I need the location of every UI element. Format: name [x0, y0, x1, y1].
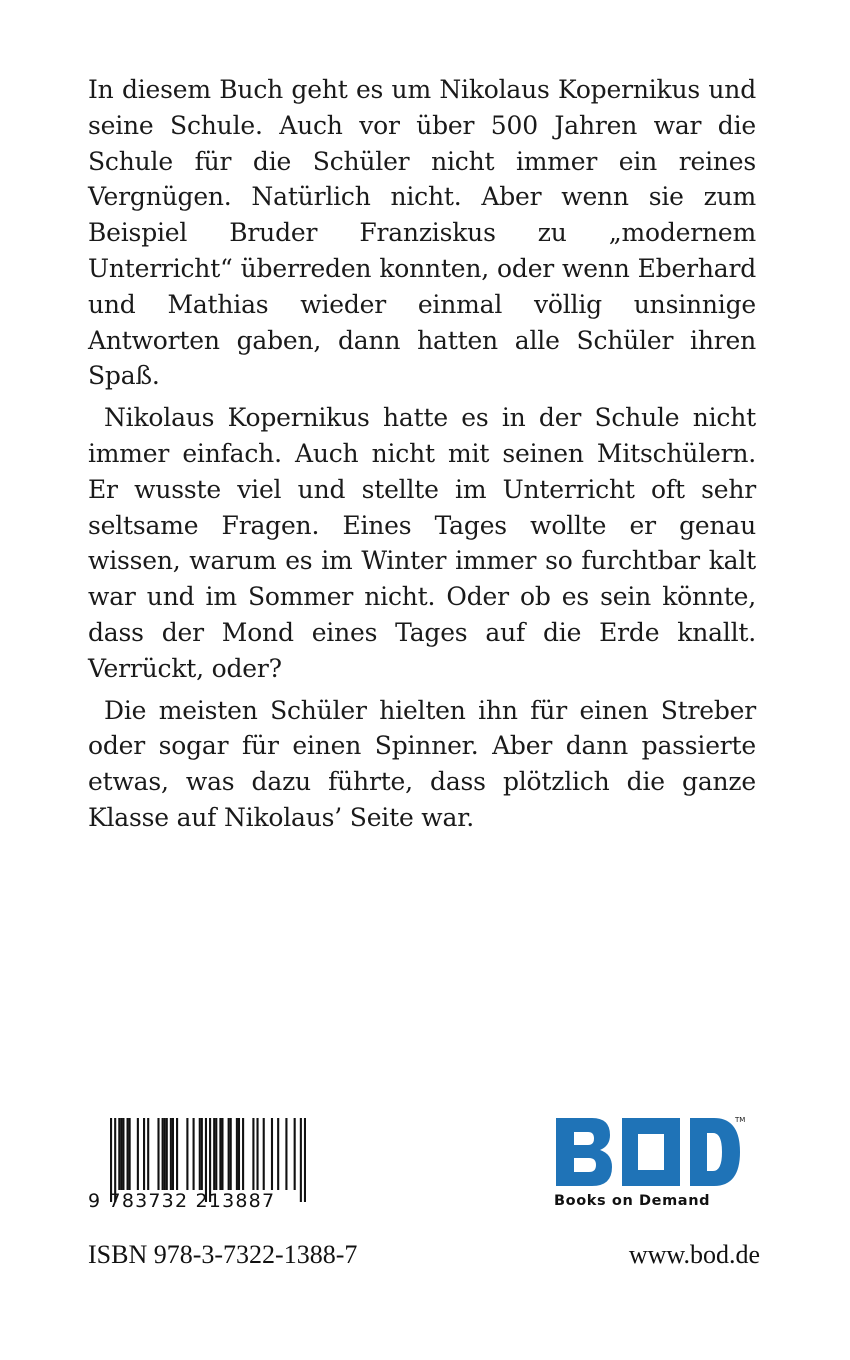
barcode-bar — [193, 1118, 195, 1190]
blurb-paragraph-1: In diesem Buch geht es um Nikolaus Kopernikus und seine Schule. Auch vor über 500 Jahren war die Schule für die Schüler nicht immer ein reines Vergnügen. Natürlich nicht. Aber wenn sie zum Beispiel Bruder Franziskus zu „modernem Unterricht“ überreden konnten, oder wenn Eberhard und Mathias wieder einmal völlig unsinnige Antworten gaben, dann hatten alle Schüler ihren Spaß. — [88, 75, 756, 391]
trademark-mark: TM — [735, 1116, 746, 1124]
barcode-bar — [129, 1118, 131, 1190]
barcode-bar — [120, 1118, 122, 1190]
barcode-bar — [118, 1118, 120, 1190]
bod-logo-mark — [554, 1114, 746, 1192]
back-cover-blurb — [88, 72, 756, 842]
barcode-bar — [242, 1118, 244, 1190]
isbn-barcode — [88, 1118, 306, 1216]
barcode-bar — [215, 1118, 217, 1190]
barcode-digits: 9 783732 213887 — [88, 1190, 276, 1212]
isbn-number: ISBN 978-3-7322-1388-7 — [88, 1240, 358, 1269]
barcode-bar — [162, 1118, 164, 1190]
barcode-bar — [157, 1118, 159, 1190]
barcode-bar — [238, 1118, 240, 1190]
barcode-bar — [122, 1118, 124, 1190]
barcode-bar — [252, 1118, 254, 1190]
barcode-bar — [147, 1118, 149, 1190]
barcode-bar — [199, 1118, 201, 1190]
blurb-paragraph-2: Nikolaus Kopernikus hatte es in der Schule nicht immer einfach. Auch nicht mit seinen Mitschülern. Er wusste viel und stellte im Unterricht oft sehr seltsame Fragen. Eines Tages wollte er genau wissen, warum es im Winter immer so furchtbar kalt war und im Sommer nicht. Oder ob es sein könnte, dass der Mond eines Tages auf die Erde knallt. Verrückt, oder? — [88, 403, 756, 683]
barcode-bar — [176, 1118, 178, 1190]
barcode-bar — [172, 1118, 174, 1190]
bod-tagline: Books on Demand — [554, 1193, 711, 1209]
barcode-bar — [285, 1118, 287, 1190]
bod-logo — [554, 1114, 746, 1214]
barcode-bar — [256, 1118, 258, 1190]
barcode-bar — [294, 1118, 296, 1190]
barcode-bar — [230, 1118, 232, 1190]
barcode-bar — [271, 1118, 273, 1190]
barcode-bar — [170, 1118, 172, 1190]
barcode-bar — [201, 1118, 203, 1190]
blurb-paragraph-3: Die meisten Schüler hielten ihn für einen Streber oder sogar für einen Spinner. Aber dann passierte etwas, was dazu führte, dass plötzlich die ganze Klasse auf Nikolaus’ Seite war. — [88, 695, 756, 832]
barcode-bar — [277, 1118, 279, 1190]
barcode-bar — [228, 1118, 230, 1190]
publisher-url[interactable]: www.bod.de — [628, 1240, 760, 1269]
barcode-bar — [186, 1118, 188, 1190]
barcode-bar — [127, 1118, 129, 1190]
barcode-bar — [236, 1118, 238, 1190]
barcode-bar — [221, 1118, 223, 1190]
barcode-bar — [164, 1118, 166, 1190]
barcode-bar — [166, 1118, 168, 1190]
barcode-bar — [263, 1118, 265, 1190]
barcode-bar — [213, 1118, 215, 1190]
barcode-bar — [137, 1118, 139, 1190]
barcode-bar — [219, 1118, 221, 1190]
barcode-bar — [143, 1118, 145, 1190]
